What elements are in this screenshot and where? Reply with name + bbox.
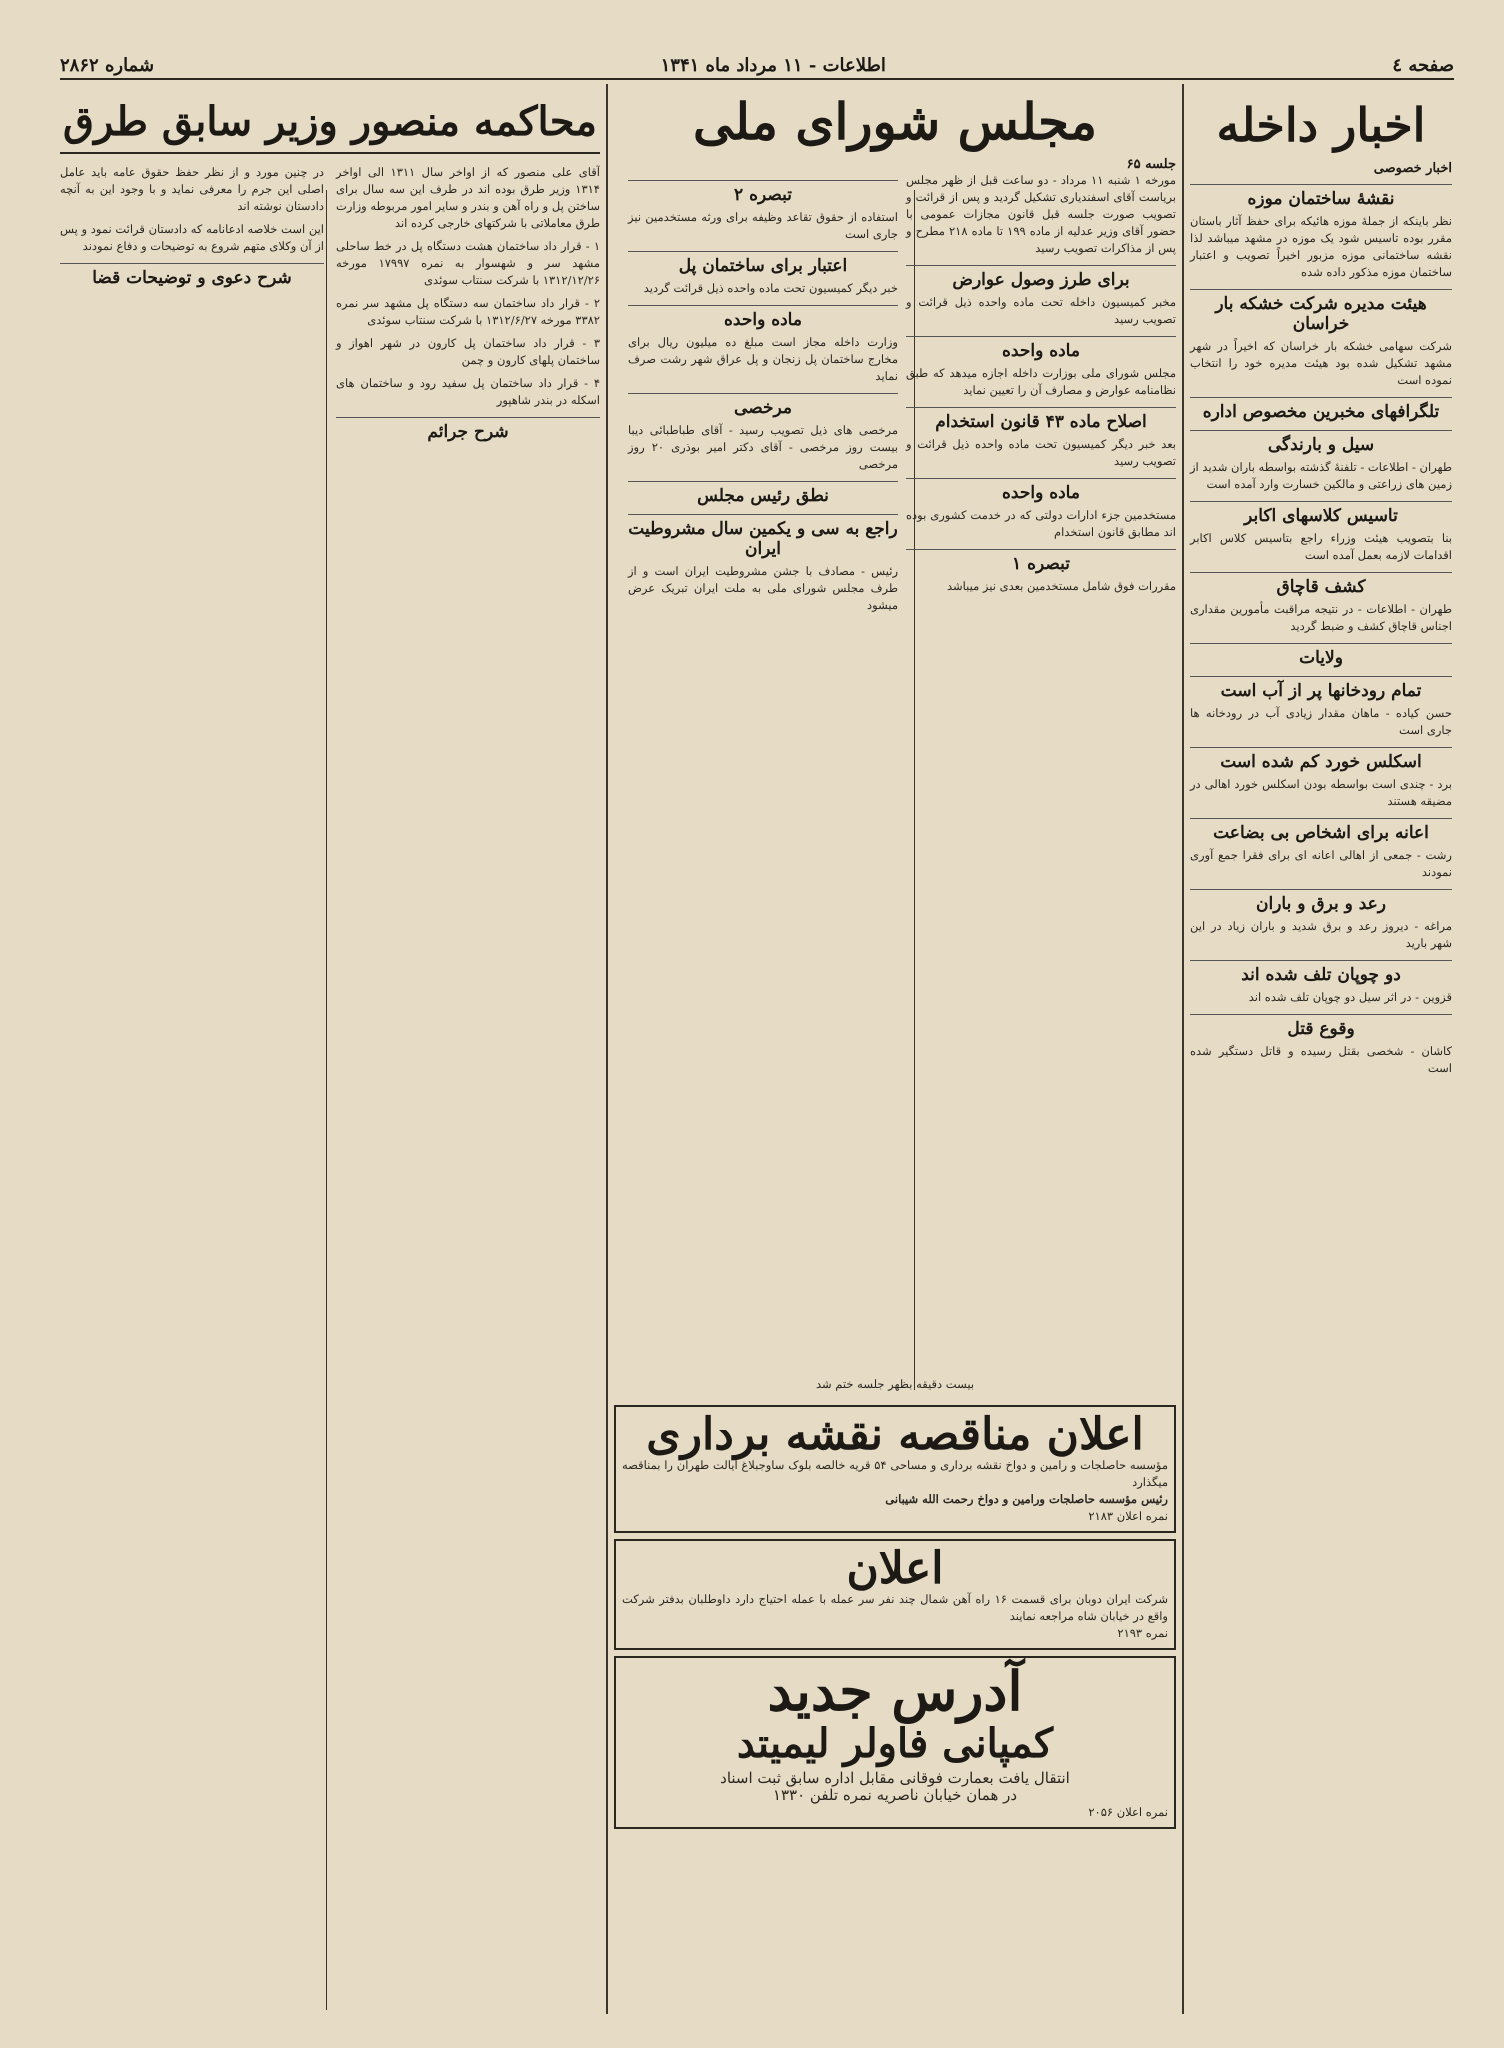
- news-item: [628, 393, 898, 473]
- news-item: [906, 336, 1176, 399]
- address-ad-company: کمپانی فاولر لیمیتد: [736, 1720, 1054, 1767]
- news-text: طهران - اطلاعات - تلفنهٔ گذشته بواسطه باران شدید از زمین های زراعتی و مالکین خسارت وارد آمده است: [1190, 459, 1452, 491]
- tender-ad-number: نمره اعلان ۲۱۸۳: [1088, 1509, 1168, 1523]
- parliament-subcolumn-left: [628, 172, 898, 1372]
- news-heading: ماده واحده: [906, 478, 1176, 503]
- news-text: مستخدمین جزء ادارات دولتی که در خدمت کشوری بوده اند مطابق قانون استخدام: [906, 508, 1176, 539]
- news-heading: تبصره ۲: [628, 180, 898, 205]
- domestic-news-title: اخبار داخله: [1216, 98, 1426, 152]
- news-heading: ماده واحده: [628, 305, 898, 330]
- issue-number: شماره ۲۸۶۲: [60, 54, 155, 76]
- news-item: [906, 549, 1176, 595]
- news-text: مجلس شورای ملی بوزارت داخله اجازه میدهد که طبق نظامنامه عوارض و مصارف آن را تعیین نماید: [906, 366, 1176, 397]
- news-item: [1190, 643, 1452, 668]
- news-heading: ماده واحده: [906, 336, 1176, 361]
- news-text: مخبر کمیسیون داخله تحت ماده واحده ذیل قرائت و تصویب رسید: [906, 295, 1176, 326]
- news-item: [1190, 289, 1452, 389]
- news-heading: رعد و برق و باران: [1190, 889, 1452, 914]
- news-item: [1190, 676, 1452, 739]
- news-text: مرخصی های ذیل تصویب رسید - آقای طباطبائی دیبا بیست روز مرخصی - آقای دکتر امیر بوذری ۲۰ روز مرخصی: [628, 423, 898, 471]
- news-text: حسن کیاده - ماهان مقدار زیادی آب در رودخانه ها جاری است: [1190, 705, 1452, 737]
- session-footer: بیست دقیقه بظهر جلسه ختم شد: [815, 1377, 975, 1391]
- news-heading: تلگرافهای مخبرین مخصوص اداره: [1190, 397, 1452, 422]
- news-text: برد - چندی است بواسطه بودن اسکلس خورد اهالی در مضیقه هستند: [1190, 776, 1452, 808]
- news-heading: تمام رودخانها پر از آب است: [1190, 676, 1452, 701]
- news-text: خبر دیگر کمیسیون تحت ماده واحده ذیل قرائت گردید: [643, 281, 898, 295]
- column-rule: [606, 84, 608, 2014]
- news-item: [906, 265, 1176, 328]
- news-item: [1190, 184, 1452, 281]
- trial-text-3: ۲ - قرار داد ساختمان سه دستگاه پل مشهد سر نمره ۳۳۸۲ مورخه ۱۳۱۲/۶/۲۷ با شرکت سنتاب سوئدی: [336, 296, 600, 327]
- news-text: مراغه - دیروز رعد و برق شدید و باران زیاد در این شهر بارید: [1190, 918, 1452, 950]
- trial-column: [60, 84, 600, 1964]
- news-heading: مرخصی: [628, 393, 898, 418]
- news-heading: اعانه برای اشخاص بی بضاعت: [1190, 818, 1452, 843]
- news-heading: اسکلس خورد کم شده است: [1190, 747, 1452, 772]
- news-item: [628, 514, 898, 614]
- news-item: [1190, 747, 1452, 810]
- news-item: [906, 478, 1176, 541]
- news-item: [1190, 572, 1452, 635]
- news-item: [1190, 501, 1452, 564]
- crimes-heading: شرح جرائم: [336, 417, 600, 442]
- address-ad-title: آدرس جدید: [767, 1659, 1023, 1723]
- notice-ad-number: نمره ۲۱۹۳: [1117, 1626, 1168, 1640]
- domestic-news-sections: [1190, 184, 1452, 1077]
- address-ad-text1: انتقال یافت بعمارت فوقانی مقابل اداره سابق ثبت اسناد: [720, 1769, 1070, 1787]
- trial-subcolumn-right: [336, 164, 600, 1964]
- address-ad-text2: در همان خیابان ناصریه نمره تلفن ۱۳۳۰: [772, 1786, 1018, 1804]
- news-text: مقررات فوق شامل مستخدمین بعدی نیز میباشد: [946, 579, 1176, 593]
- news-heading: نقشهٔ ساختمان موزه: [1190, 184, 1452, 209]
- news-heading: دو چوپان تلف شده اند: [1190, 960, 1452, 985]
- news-heading: هیئت مدیره شرکت خشکه بار خراسان: [1190, 289, 1452, 334]
- news-heading: کشف قاچاق: [1190, 572, 1452, 597]
- page-header: [60, 52, 1454, 80]
- news-item: [1190, 818, 1452, 881]
- news-heading: نطق رئیس مجلس: [628, 481, 898, 506]
- tender-ad-title: اعلان مناقصه نقشه برداری: [646, 1409, 1144, 1460]
- parliament-column: [614, 84, 1176, 1829]
- news-heading: برای طرز وصول عوارض: [906, 265, 1176, 290]
- news-text: بنا بتصویب هیئت وزراء راجع بتاسیس کلاس اکابر اقدامات لازمه بعمل آمده است: [1190, 530, 1452, 562]
- news-text: استفاده از حقوق تقاعد وظیفه برای ورثه مستخدمین نیز جاری است: [628, 210, 898, 241]
- address-ad: [614, 1656, 1176, 1829]
- parliament-title: مجلس شورای ملی: [692, 92, 1098, 151]
- tender-ad-signer: رئیس مؤسسه حاصلجات ورامین و دواخ رحمت الله شیبانی: [885, 1492, 1168, 1506]
- notice-ad-title: اعلان: [846, 1543, 944, 1594]
- issue-date: اطلاعات - ۱۱ مرداد ماه ۱۳۴۱: [660, 54, 886, 76]
- news-text: طهران - اطلاعات - در نتیجه مراقبت مأمورین مقداری اجناس قاچاق کشف و ضبط گردید: [1190, 601, 1452, 633]
- news-item: [1190, 1014, 1452, 1077]
- news-heading: اصلاح ماده ۴۳ قانون استخدام: [906, 407, 1176, 432]
- trial-text-7: این است خلاصه ادعانامه که دادستان قرائت نمود و پس از آن وکلای متهم شروع به توضیحات و دفاع نمودند: [60, 222, 324, 253]
- defense-heading: شرح دعوی و توضیحات قضا: [60, 263, 324, 288]
- trial-title: محاکمه منصور وزیر سابق طرق: [60, 100, 600, 154]
- news-heading: اعتبار برای ساختمان پل: [628, 251, 898, 276]
- page-number: صفحه ٤: [1392, 54, 1454, 76]
- column-rule: [1182, 84, 1184, 2014]
- trial-subcolumn-left: [60, 164, 324, 1964]
- tender-ad-text: مؤسسه حاصلجات و رامین و دواخ نقشه برداری و مساحی ۵۴ قریه خالصه بلوک ساوجبلاغ ایالت طهران را بمناقصه میگذارد: [622, 1458, 1168, 1489]
- tender-ad: [614, 1405, 1176, 1533]
- news-item: [1190, 960, 1452, 1006]
- news-item: [1190, 397, 1452, 422]
- trial-text-1: آقای علی منصور که از اواخر سال ۱۳۱۱ الی اواخر ۱۳۱۴ وزیر طرق بوده اند در طرف این سه سال برای ساختن پل و راه آهن و بندر و سایر امور مربوطه وزارت طرق معاملاتی با شرکتهای خارجی کرده اند: [336, 165, 600, 230]
- news-text: رشت - جمعی از اهالی اعانه ای برای فقرا جمع آوری نمودند: [1190, 847, 1452, 879]
- kicker: اخبار خصوصی: [1373, 160, 1452, 176]
- news-text: شرکت سهامی خشکه بار خراسان که اخیراً در شهر مشهد تشکیل شده بود هیئت مدیره خود را انتخاب نموده است: [1190, 338, 1452, 387]
- notice-ad: [614, 1539, 1176, 1650]
- news-heading: ولایات: [1190, 643, 1452, 668]
- news-text: قزوین - در اثر سیل دو چوپان تلف شده اند: [1248, 989, 1452, 1004]
- news-item: [906, 172, 1176, 257]
- trial-text-6: در چنین مورد و از نظر حفظ حقوق عامه باید عامل اصلی این جرم را معرفی نماید و با وجود این به آنچه دادستان نوشته اند: [60, 165, 324, 213]
- news-text: رئیس - مصادف با جشن مشروطیت ایران است و از طرف مجلس شورای ملی به ملت ایران تبریک عرض میشود: [628, 564, 898, 612]
- trial-text-5: ۴ - قرار داد ساختمان پل سفید رود و ساختمان های اسکله در بندر شاهپور: [336, 376, 600, 407]
- news-item: [1190, 889, 1452, 952]
- news-heading: تبصره ۱: [906, 549, 1176, 574]
- news-item: [906, 407, 1176, 470]
- news-heading: راجع به سی و یکمین سال مشروطیت ایران: [628, 514, 898, 559]
- news-heading: سیل و بارندگی: [1190, 430, 1452, 455]
- parliament-subcolumn-right: [906, 172, 1176, 1372]
- news-text: مورخه ۱ شنبه ۱۱ مرداد - دو ساعت قبل از ظهر مجلس بریاست آقای اسفندیاری تشکیل گردید و پس از قرائت و تصویب صورت جلسه قبل قانون مجازات عمومی با حضور آقای وزیر عدلیه از ماده ۱۹۹ تا ماده ۲۱۸ مطرح و پس از مذاکرات تصویب رسید: [906, 173, 1176, 255]
- news-heading: تاسیس کلاسهای اکابر: [1190, 501, 1452, 526]
- trial-text-2: ۱ - قرار داد ساختمان هشت دستگاه پل در خط ساحلی مشهد سر و شهسوار به نمره ۱۷۹۹۷ مورخه ۱۳۱۲/۱۲/۲۶ با شرکت سنتاب سوئدی: [336, 239, 600, 287]
- news-text: کاشان - شخصی بقتل رسیده و قاتل دستگیر شده است: [1190, 1043, 1452, 1075]
- news-text: نظر باینکه از جملهٔ موزه هائیکه برای حفظ آثار باستان مقرر بوده تاسیس شود یک موزه در مشهد میباشد لذا نقشه ساختمانی موزه مزبور اخیراً تصویب و اعتبار ساختمان موزه مذکور داده شده: [1190, 213, 1452, 279]
- news-item: [628, 305, 898, 385]
- notice-ad-text: شرکت ایران دوبان برای قسمت ۱۶ راه آهن شمال چند نفر سر عمله با عمله احتیاج دارد داوطلبان بدفتر شرکت واقع در خیابان شاه مراجعه نمایند: [622, 1592, 1169, 1623]
- news-text: بعد خبر دیگر کمیسیون تحت ماده واحده ذیل قرائت و تصویب رسید: [906, 437, 1176, 468]
- news-text: وزارت داخله مجاز است مبلغ ده میلیون ریال برای مخارج ساختمان پل زنجان و پل عراق شهر رشت صرف نماید: [628, 335, 898, 383]
- session-number: جلسه ۶۵: [1126, 157, 1176, 172]
- address-ad-number: نمره اعلان ۲۰۵۶: [1088, 1805, 1168, 1819]
- news-item: [1190, 430, 1452, 493]
- domestic-news-column: [1190, 84, 1452, 1077]
- news-heading: وقوع قتل: [1190, 1014, 1452, 1039]
- news-item: [628, 180, 898, 243]
- trial-text-4: ۳ - قرار داد ساختمان پل کارون در شهر اهواز و ساختمان پلهای کارون و چمن: [336, 336, 600, 367]
- news-item: [628, 251, 898, 297]
- news-item: [628, 481, 898, 506]
